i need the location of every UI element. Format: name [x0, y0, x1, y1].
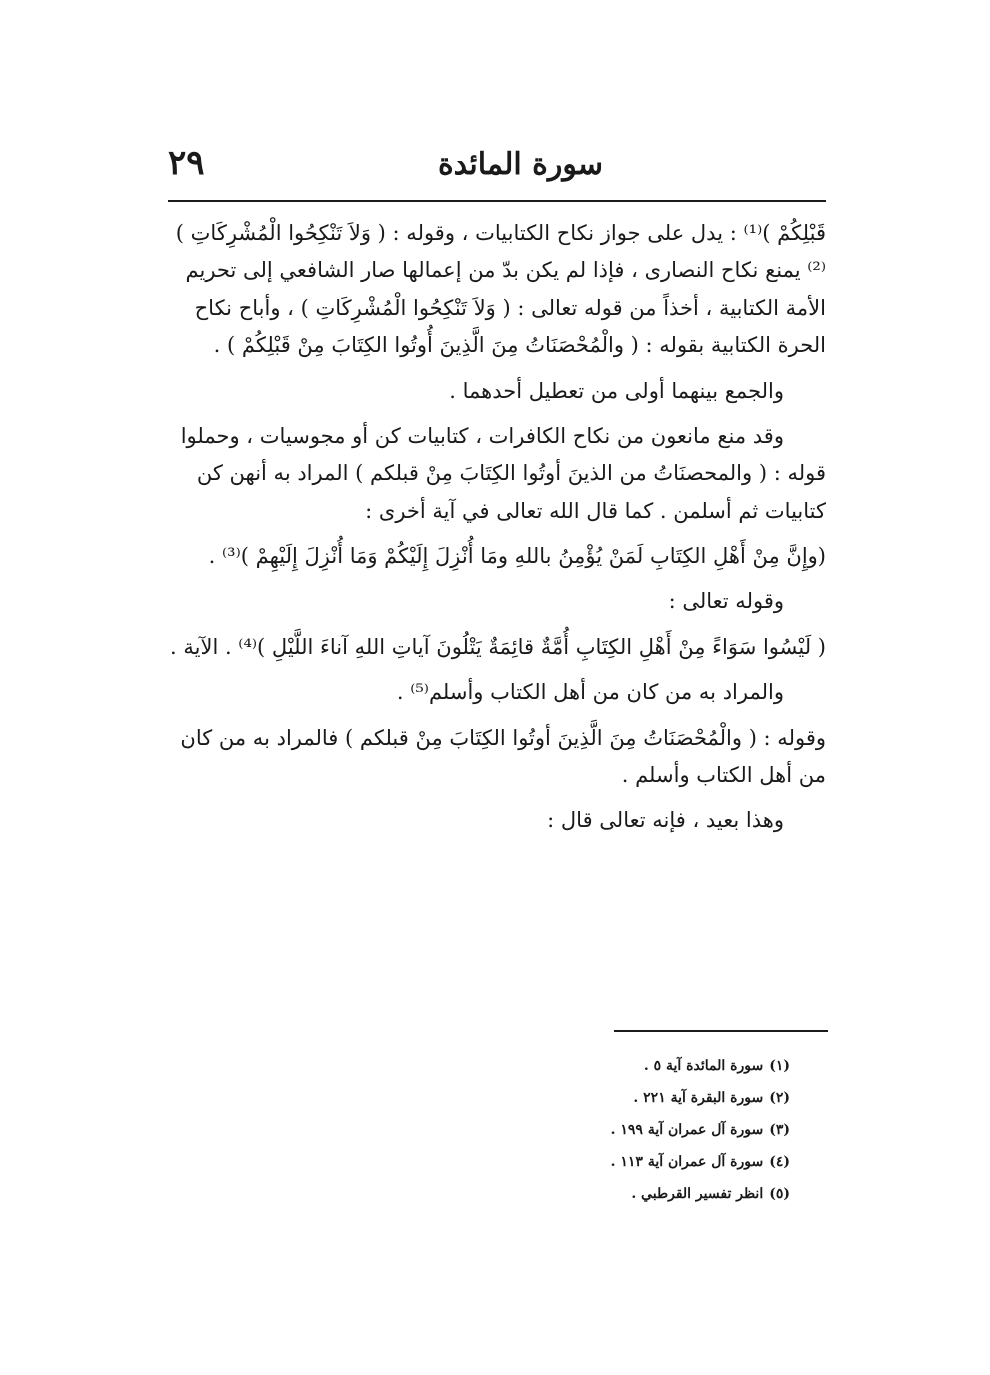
page-number: ٢٩ [168, 143, 205, 183]
footnote [440, 1082, 790, 1114]
footnotes [440, 1050, 790, 1210]
footnote-text: سورة آل عمران آية ١١٣ . [610, 1154, 764, 1170]
header-rule [168, 200, 826, 202]
footnote-rule [614, 1030, 828, 1032]
footnote [440, 1146, 790, 1178]
footnote-text: سورة آل عمران آية ١٩٩ . [610, 1122, 764, 1138]
paragraph: والجمع بينهما أولى من تعطيل أحدهما . [449, 378, 784, 403]
main-text [168, 215, 826, 848]
footnote-number: (٥) [769, 1186, 790, 1202]
footnote-number: (٣) [769, 1122, 790, 1138]
footnote-number: (١) [769, 1058, 790, 1074]
paragraph: وهذا بعيد ، فإنه تعالى قال : [547, 808, 784, 833]
footnote-number: (٢) [769, 1090, 790, 1106]
footnote-text: سورة المائدة آية ٥ . [643, 1058, 764, 1074]
quran-quote: ( لَيْسُوا سَوَاءً مِنْ أَهْلِ الكِتَابِ أُمَّةٌ قائِمَةٌ يَتْلُونَ آياتِ اللهِ آناءَ اللَّيْلِ )⁽⁴⁾ . الآية . [170, 634, 826, 659]
footnote [440, 1114, 790, 1146]
paragraph: وقوله : ( والْمُحْصَنَاتُ مِنَ الَّذِينَ أوتُوا الكِتَابَ مِنْ قبلكم ) فالمراد به من كان من أهل الكتاب وأسلم . [180, 725, 826, 787]
paragraph: وقوله تعالى : [668, 589, 784, 614]
footnote-number: (٤) [769, 1154, 790, 1170]
surah-title: سورة المائدة [437, 147, 603, 182]
footnote [440, 1178, 790, 1210]
footnote-text: سورة البقرة آية ٢٢١ . [633, 1090, 764, 1106]
paragraph: والمراد به من كان من أهل الكتاب وأسلم⁽⁵⁾ . [396, 680, 784, 705]
quran-quote: (وإِنَّ مِنْ أَهْلِ الكِتَابِ لَمَنْ يُؤْمِنُ باللهِ ومَا أُنْزِلَ إِلَيْكُمْ وَمَا أُنْزِلَ إِلَيْهِمْ )⁽³⁾ . [208, 544, 826, 568]
paragraph: قَبْلِكُمْ )⁽¹⁾ : يدل على جواز نكاح الكتابيات ، وقوله : ( وَلاَ تَنْكِحُوا الْمُشْرِكَاتِ )⁽²⁾ يمنع نكاح النصارى ، فإذا لم يكن بدّ من إعمالها صار الشافعي إلى تحريم الأمة الكتابية ، أخذاً من قوله تعالى : ( وَلاَ تَنْكِحُوا الْمُشْرِكَاتِ ) ، وأباح نكاح الحرة الكتابية بقوله : ( والْمُحْصَنَاتُ مِنَ الَّذِينَ أُوتُوا الكِتَابَ مِنْ قَبْلِكُمْ ) . [175, 221, 826, 358]
footnote-text: انظر تفسير القرطبي . [631, 1186, 764, 1202]
footnote [440, 1050, 790, 1082]
running-header [168, 135, 828, 195]
paragraph: وقد منع مانعون من نكاح الكافرات ، كتابيات كن أو مجوسيات ، وحملوا قوله : ( والمحصنَاتُ من الذينَ أوتُوا الكِتَابَ مِنْ قبلكم ) المراد به أنهن كن كتابيات ثم أسلمن . كما قال الله تعالى في آية أخرى : [180, 423, 826, 523]
